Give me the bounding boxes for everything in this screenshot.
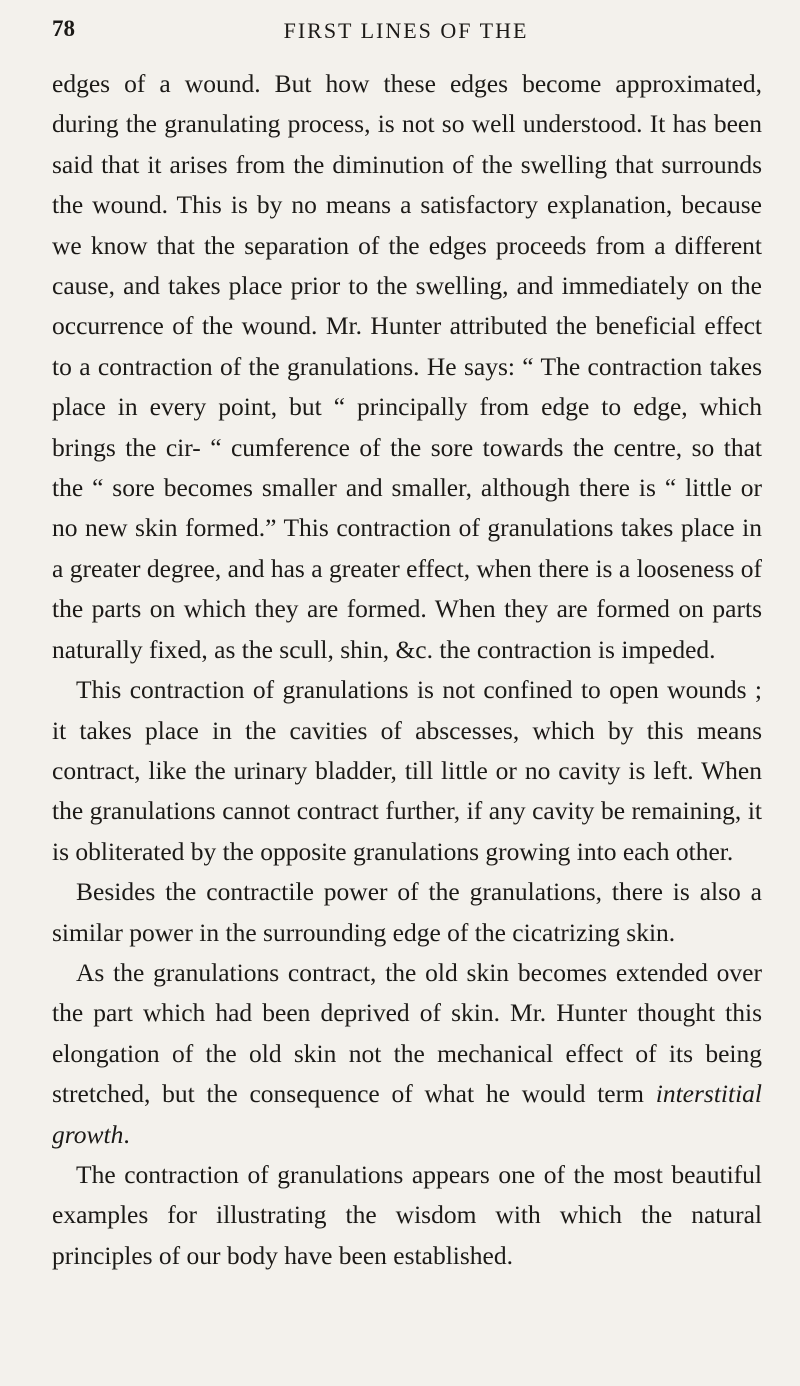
italic-term: interstitial growth	[52, 1079, 762, 1149]
paragraph-contractile-power: Besides the contractile power of the granulations, there is also a similar power in the surrounding edge of the cicatrizing skin.	[52, 877, 762, 947]
paragraph-abscess-contraction: This contraction of granulations is not confined to open wounds ; it takes place in the cavities of abscesses, which by this means contract, like the urinary bladder, till little or no cavity is left. When the granulations cannot contract further, if any cavity be remaining, it is obliterated by the opposite granulations growing into each other.	[52, 675, 762, 866]
paragraph-conclusion: The contraction of granulations appears one of the most beautiful examples for illustrating the wisdom with which the natural principles of our body have been established.	[52, 1159, 762, 1270]
running-title: FIRST LINES OF THE	[283, 18, 529, 43]
paragraph-skin-elongation	[52, 953, 762, 1155]
page-number: 78	[52, 16, 75, 41]
body-text	[52, 64, 762, 1276]
paragraph-text: As the granulations contract, the old skin becomes extended over the part which had been deprived of skin. Mr. Hunter thought this elongation of the old skin not the mechanical effect of its being stretched, but the consequence of what he would term	[52, 957, 762, 1109]
paragraph-continued: edges of a wound. But how these edges become approximated, during the granulating process, is not so well understood. It has been said that it arises from the diminution of the swelling that surrounds the wound. This is by no means a satisfactory explanation, because we know that the separation of the edges proceeds from a different cause, and takes place prior to the swelling, and immediately on the occurrence of the wound. Mr. Hunter attributed the beneficial effect to a contraction of the granulations. He says: “ The contraction takes place in every point, but “ principally from edge to edge, which brings the cir- “ cumference of the sore towards the centre, so that the “ sore becomes smaller and smaller, although there is “ little or no new skin formed.” This contraction of granulations takes place in a greater degree, and has a greater effect, when there is a looseness of the parts on which they are formed. When they are formed on parts naturally fixed, as the scull, shin, &c. the contraction is impeded.	[52, 69, 762, 664]
paragraph-text-end: .	[123, 1119, 130, 1149]
running-head	[52, 16, 760, 46]
